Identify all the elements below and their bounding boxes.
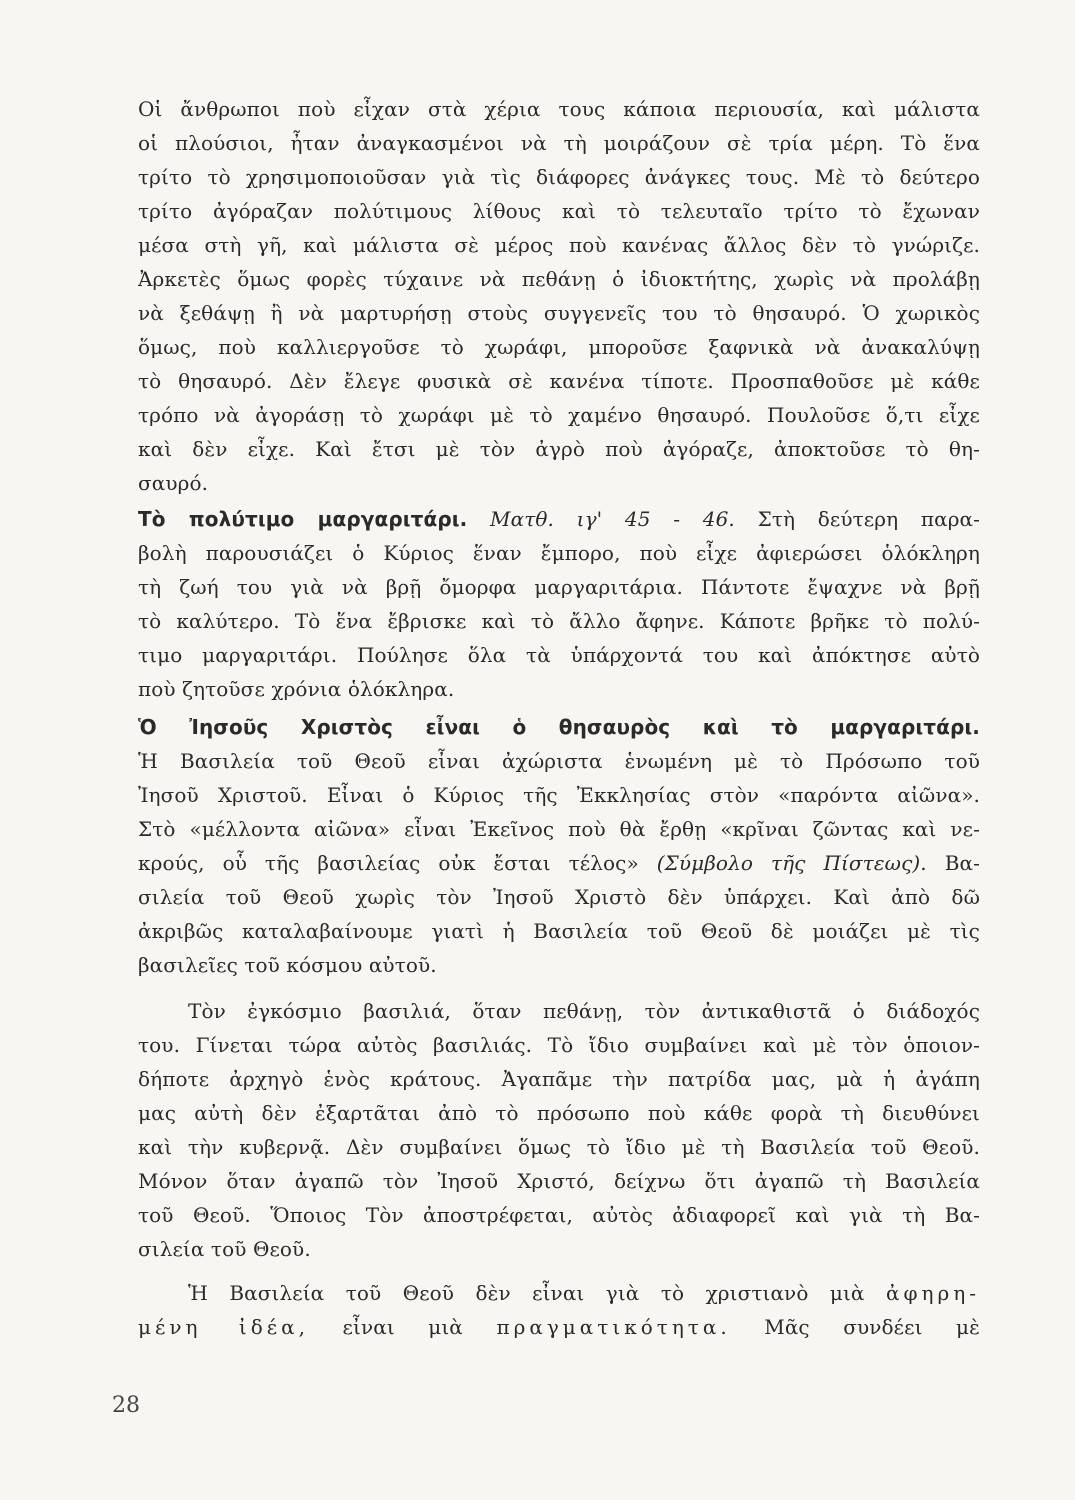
- text-line: τὴ ζωή του γιὰ νὰ βρῇ ὄμορφα μαργαριτάρια. Πάντοτε ἔψαχνε νὰ βρῇ: [138, 575, 980, 599]
- creed-reference: (Σύμβολο τῆς Πίστεως).: [656, 851, 927, 875]
- text-line: ποὺ ζητοῦσε χρόνια ὁλόκληρα.: [138, 677, 455, 701]
- text-line: Στὸ «μέλλοντα αἰῶνα» εἶναι Ἐκεῖνος ποὺ θὰ ἔρθῃ «κρῖναι ζῶντας καὶ νε-: [138, 817, 980, 841]
- text-line: τρίτο τὸ χρησιμοποιοῦσαν γιὰ τὶς διάφορες ἀνάγκες τους. Μὲ τὸ δεύτερο: [138, 165, 980, 189]
- text-line: ἀκριβῶς καταλαβαίνουμε γιατὶ ἡ Βασιλεία τοῦ Θεοῦ δὲ μοιάζει μὲ τὶς: [138, 919, 980, 943]
- text-fragment: Ἡ Βασιλεία τοῦ Θεοῦ δὲν εἶναι γιὰ τὸ χριστιανὸ μιὰ: [188, 1281, 865, 1305]
- text-page: [138, 92, 980, 1392]
- text-line: Τὸν ἐγκόσμιο βασιλιά, ὅταν πεθάνῃ, τὸν ἀντικαθιστᾶ ὁ διάδοχός: [188, 999, 980, 1023]
- section-heading-pearl: Τὸ πολύτιμο μαργαριτάρι.: [138, 507, 468, 531]
- text-fragment: Βα-: [944, 851, 980, 875]
- text-line: καὶ τὴν κυβερνᾷ. Δὲν συμβαίνει ὅμως τὸ ἴδιο μὲ τὴ Βασιλεία τοῦ Θεοῦ.: [138, 1135, 980, 1159]
- text-line: τρίτο ἀγόραζαν πολύτιμους λίθους καὶ τὸ τελευταῖο τρίτο τὸ ἔχωναν: [138, 199, 980, 223]
- text-line: δήποτε ἀρχηγὸ ἑνὸς κράτους. Ἀγαπᾶμε τὴν πατρίδα μας, μὰ ἡ ἀγάπη: [138, 1067, 980, 1091]
- text-line: τρόπο νὰ ἀγοράσῃ τὸ χωράφι μὲ τὸ χαμένο θησαυρό. Πουλοῦσε ὅ,τι εἶχε: [138, 403, 980, 427]
- text-line: νὰ ξεθάψῃ ἢ νὰ μαρτυρήσῃ στοὺς συγγενεῖς του τὸ θησαυρό. Ὁ χωρικὸς: [138, 301, 980, 325]
- text-line: Ἰησοῦ Χριστοῦ. Εἶναι ὁ Κύριος τῆς Ἐκκλησίας στὸν «παρόντα αἰῶνα».: [138, 783, 980, 807]
- spaced-emphasis: ἀφηρη-: [885, 1281, 980, 1305]
- text-fragment: κρούς, οὗ τῆς βασιλείας οὐκ ἔσται τέλος»: [138, 851, 639, 875]
- page-number: 28: [112, 1393, 140, 1418]
- text-fragment: εἶναι μιὰ: [342, 1315, 463, 1339]
- text-line: Ἀρκετὲς ὅμως φορὲς τύχαινε νὰ πεθάνῃ ὁ ἰδιοκτήτης, χωρὶς νὰ προλάβῃ: [138, 267, 980, 291]
- text-line: του. Γίνεται τώρα αὐτὸς βασιλιάς. Τὸ ἴδιο συμβαίνει καὶ μὲ τὸν ὁποιον-: [138, 1033, 980, 1057]
- text-line: μέσα στὴ γῆ, καὶ μάλιστα σὲ μέρος ποὺ κανένας ἄλλος δὲν τὸ γνώριζε.: [138, 233, 980, 257]
- text-line: [138, 1310, 980, 1344]
- text-line: βολὴ παρουσιάζει ὁ Κύριος ἕναν ἔμπορο, ποὺ εἶχε ἀφιερώσει ὁλόκληρη: [138, 541, 980, 565]
- text-fragment: Στὴ δεύτερη παρα-: [757, 507, 980, 531]
- text-line: ὅμως, ποὺ καλλιεργοῦσε τὸ χωράφι, μποροῦσε ξαφνικὰ νὰ ἀνακαλύψῃ: [138, 335, 980, 359]
- text-line: οἱ πλούσιοι, ἦταν ἀναγκασμένοι νὰ τὴ μοιράζουν σὲ τρία μέρη. Τὸ ἕνα: [138, 131, 980, 155]
- text-line: [188, 1276, 980, 1310]
- text-line: σιλεία τοῦ Θεοῦ χωρὶς τὸν Ἰησοῦ Χριστὸ δὲν ὑπάρχει. Καὶ ἀπὸ δῶ: [138, 885, 980, 909]
- spaced-emphasis: μένη ἰδέα,: [138, 1315, 310, 1339]
- section-heading-christ: Ὁ Ἰησοῦς Χριστὸς εἶναι ὁ θησαυρὸς καὶ τὸ μαργαριτάρι.: [138, 715, 980, 739]
- section-heading-line: [138, 502, 980, 536]
- text-line: καὶ δὲν εἶχε. Καὶ ἔτσι μὲ τὸν ἀγρὸ ποὺ ἀγόραζε, ἀποκτοῦσε τὸ θη-: [138, 437, 980, 461]
- text-line: τοῦ Θεοῦ. Ὅποιος Τὸν ἀποστρέφεται, αὐτὸς ἀδιαφορεῖ καὶ γιὰ τὴ Βα-: [138, 1203, 980, 1227]
- text-line: τὸ θησαυρό. Δὲν ἔλεγε φυσικὰ σὲ κανένα τίποτε. Προσπαθοῦσε μὲ κάθε: [138, 369, 980, 393]
- bible-reference: Ματθ. ιγ' 45 - 46.: [490, 507, 735, 531]
- text-line: σαυρό.: [138, 471, 209, 495]
- text-fragment: Μᾶς συνδέει μὲ: [764, 1315, 980, 1339]
- spaced-emphasis: πραγματικότητα.: [496, 1315, 731, 1339]
- text-line: Μόνον ὅταν ἀγαπῶ τὸν Ἰησοῦ Χριστό, δείχνω ὅτι ἀγαπῶ τὴ Βασιλεία: [138, 1169, 980, 1193]
- text-line: τὸ καλύτερο. Τὸ ἕνα ἔβρισκε καὶ τὸ ἄλλο ἄφηνε. Κάποτε βρῆκε τὸ πολύ-: [138, 609, 980, 633]
- text-line: μας αὐτὴ δὲν ἐξαρτᾶται ἀπὸ τὸ πρόσωπο ποὺ κάθε φορὰ τὴ διευθύνει: [138, 1101, 980, 1125]
- text-line: Ἡ Βασιλεία τοῦ Θεοῦ εἶναι ἀχώριστα ἑνωμένη μὲ τὸ Πρόσωπο τοῦ: [138, 749, 980, 773]
- text-line: σιλεία τοῦ Θεοῦ.: [138, 1237, 311, 1261]
- text-line: τιμο μαργαριτάρι. Πούλησε ὅλα τὰ ὑπάρχοντά του καὶ ἀπόκτησε αὐτὸ: [138, 643, 980, 667]
- text-line: [138, 846, 980, 880]
- text-line: βασιλεῖες τοῦ κόσμου αὐτοῦ.: [138, 953, 437, 977]
- text-line: Οἱ ἄνθρωποι ποὺ εἶχαν στὰ χέρια τους κάποια περιουσία, καὶ μάλιστα: [138, 97, 980, 121]
